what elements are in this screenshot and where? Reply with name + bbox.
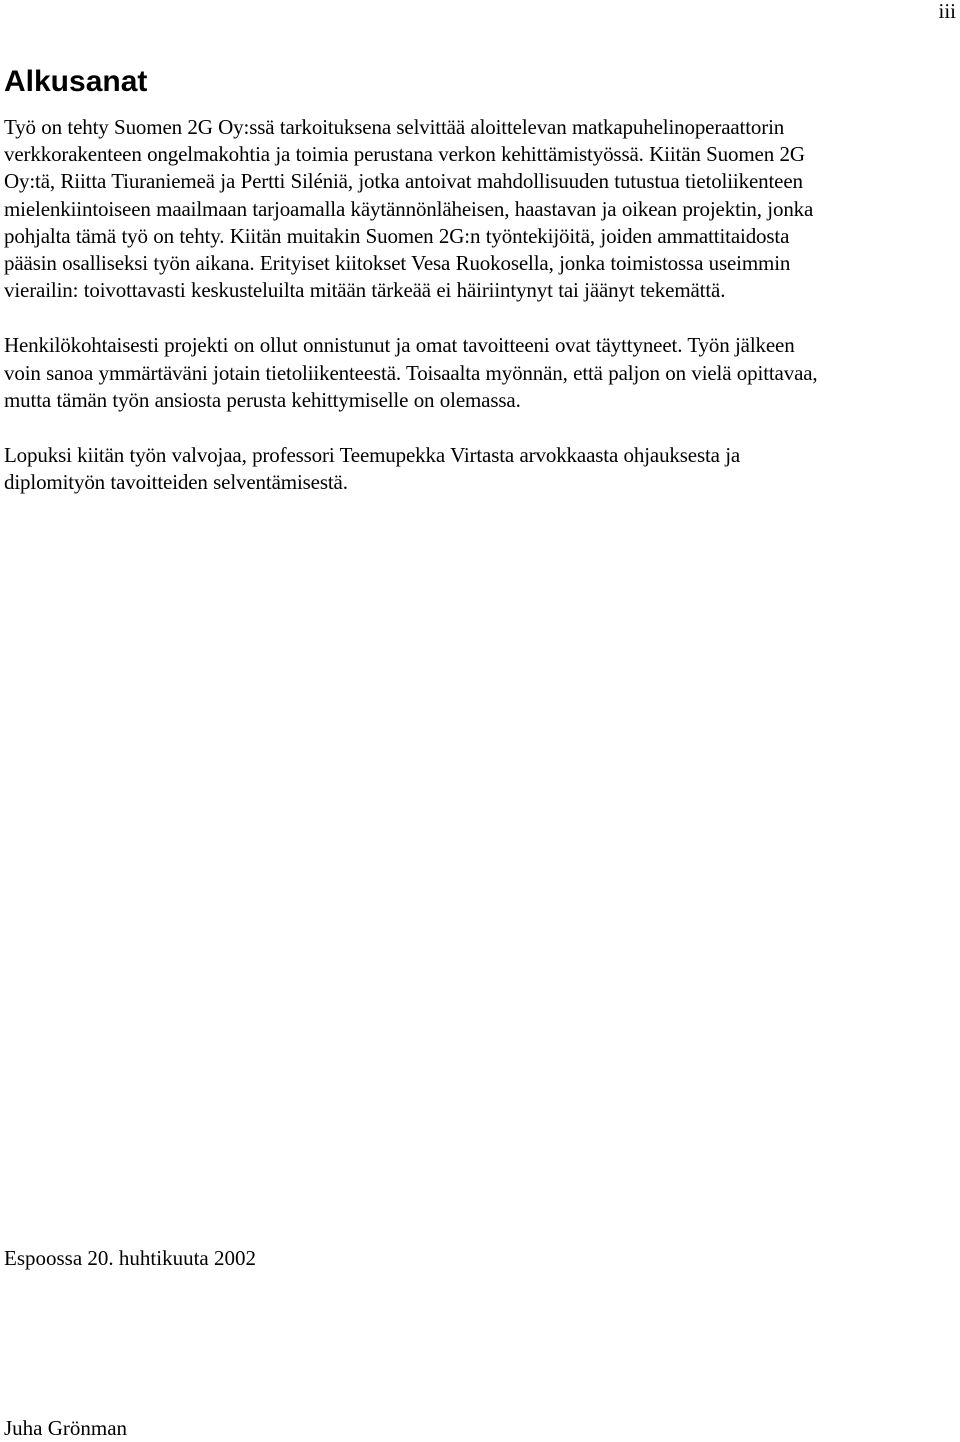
paragraph-acknowledgements (4, 114, 956, 304)
text-line: pääsin osalliseksi työn aikana. Erityiset kiitokset Vesa Ruokosella, jonka toimistossa useimmin (4, 251, 791, 276)
text-line: vierailin: toivottavasti keskusteluilta mitään tärkeää ei häiriintynyt tai jäänyt tekemättä. (4, 278, 726, 303)
text-line: Työ on tehty Suomen 2G Oy:ssä tarkoituksena selvittää aloittelevan matkapuhelinoperaattorin (4, 115, 785, 139)
place-and-date: Espoossa 20. huhtikuuta 2002 (4, 1246, 256, 1270)
text-line: mielenkiintoiseen maailmaan tarjoamalla käytännönläheisen, haastavan ja oikean projektin, jonka (4, 196, 814, 221)
text-line: voin sanoa ymmärtäväni jotain tietoliikenteestä. Toisaalta myönnän, että paljon on vielä opittavaa, (4, 360, 818, 385)
author-signature: Juha Grönman (4, 1416, 128, 1440)
preface-body (4, 114, 956, 524)
text-line: diplomityön tavoitteiden selventämisestä. (4, 470, 348, 495)
page-number: iii (938, 0, 956, 23)
text-line: mutta tämän työn ansiosta perusta kehittymiselle on olemassa. (4, 387, 521, 412)
paragraph-personal (4, 332, 956, 414)
text-line: Oy:tä, Riitta Tiuraniemeä ja Pertti Siléniä, jotka antoivat mahdollisuuden tutustua tietoliikenteen (4, 169, 803, 194)
text-line: pohjalta tämä työ on tehty. Kiitän muitakin Suomen 2G:n työntekijöitä, joiden ammattitaidosta (4, 223, 790, 248)
text-line: verkkorakenteen ongelmakohtia ja toimia perustana verkon kehittämistyössä. Kiitän Suomen 2G (4, 142, 805, 167)
paragraph-supervisor (4, 442, 956, 496)
section-heading: Alkusanat (4, 65, 148, 98)
text-line: Henkilökohtaisesti projekti on ollut onnistunut ja omat tavoitteeni ovat täyttyneet. Työn jälkeen (4, 333, 795, 358)
text-line: Lopuksi kiitän työn valvojaa, professori Teemupekka Virtasta arvokkaasta ohjauksesta ja (4, 443, 741, 468)
